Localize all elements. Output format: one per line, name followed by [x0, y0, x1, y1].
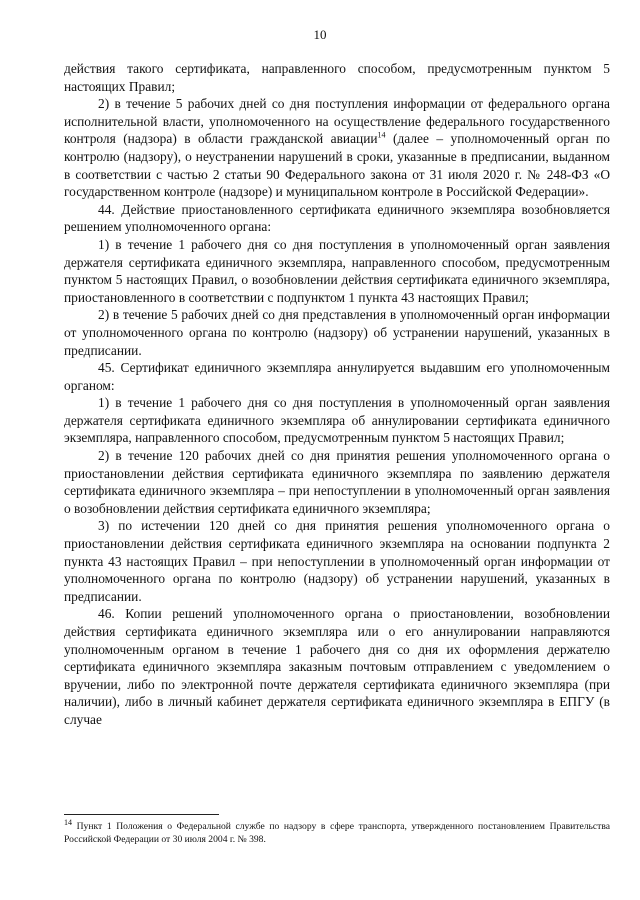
paragraph-text: 2) в течение 5 рабочих дней со дня поступления информации от федерального органа исполнительной власти, уполномоченного на осуществление федерального государственного контроля (надзора) в области гражданской авиации [64, 96, 610, 147]
paragraph-45 [64, 359, 610, 394]
footnote-marker: 14 [64, 817, 72, 827]
paragraph-text: 1) в течение 1 рабочего дня со дня поступления в уполномоченный орган заявления держателя сертификата единичного экземпляра об аннулировании сертификата единичного экземпляра, направленного способом, предусмотренным пунктом 5 настоящих Правил; [64, 395, 610, 446]
paragraph-45-1 [64, 394, 610, 447]
paragraph-45-2 [64, 447, 610, 517]
paragraph-44 [64, 201, 610, 236]
paragraph-text: действия такого сертификата, направленного способом, предусмотренным пунктом 5 настоящих Правил; [64, 61, 610, 94]
paragraph-text: 44. Действие приостановленного сертификата единичного экземпляра возобновляется решением уполномоченного органа: [64, 201, 610, 235]
paragraph-text: 3) по истечении 120 дней со дня принятия решения уполномоченного органа о приостановлении действия сертификата единичного экземпляра на основании подпункта 2 пункта 43 настоящих Правил – при непоступлении в уполномоченный орган информации от уполномоченного органа по контролю (надзору) об устранении нарушений, указанных в предписании. [64, 518, 610, 604]
page-number: 10 [313, 27, 327, 42]
paragraph-text-tail: (далее – уполномоченный орган по контролю (надзору), о неустранении нарушений в сроки, указанные в предписании, выданном в соответствии с частью 2 статьи 90 Федерального закона от 31 июля 2020 г. № 248-ФЗ «О государственном контроле (надзоре) и муниципальном контроле в Российской Федерации». [64, 131, 610, 200]
paragraph-text: 45. Сертификат единичного экземпляра аннулируется выдавшим его уполномоченным органом: [64, 360, 610, 393]
document-body [64, 60, 610, 729]
paragraph-text: 2) в течение 5 рабочих дней со дня представления в уполномоченный орган информации от уполномоченного органа по контролю (надзору) об устранении нарушений, указанных в предписании. [64, 307, 610, 358]
paragraph-text: 46. Копии решений уполномоченного органа о приостановлении, возобновлении действия сертификата единичного экземпляра или о его аннулировании направляются уполномоченным органом в течение 1 рабочего дня со дня их оформления держателю сертификата единичного экземпляра заказным почтовым отправлением с уведомлением о вручении, либо по электронной почте держателя сертификата единичного экземпляра (при наличии), либо в личный кабинет держателя сертификата единичного экземпляра в ЕПГУ (в случае [64, 606, 610, 727]
paragraph-45-3 [64, 517, 610, 605]
paragraph-43-2 [64, 95, 610, 201]
paragraph-text: 2) в течение 120 рабочих дней со дня принятия решения уполномоченного органа о приостановлении действия сертификата единичного экземпляра по заявлению держателя сертификата единичного экземпляра – при непоступлении в уполномоченный орган заявления о возобновлении действия сертификата единичного экземпляра; [64, 448, 610, 516]
footnote-separator [64, 814, 219, 815]
footnote [64, 817, 610, 846]
paragraph-text: 1) в течение 1 рабочего дня со дня поступления в уполномоченный орган заявления держателя сертификата единичного экземпляра, направленного способом, предусмотренным пунктом 5 настоящих Правил, о возобновлении действия сертификата единичного экземпляра, приостановленного в соответствии с подпунктом 1 пункта 43 настоящих Правил; [64, 236, 610, 305]
footnote-text: Пункт 1 Положения о Федеральной службе по надзору в сфере транспорта, утвержденного постановлением Правительства Российской Федерации от 30 июля 2004 г. № 398. [64, 821, 610, 845]
footnote-reference: 14 [377, 130, 386, 140]
paragraph-44-1 [64, 236, 610, 306]
paragraph-43-1-tail [64, 60, 610, 95]
paragraph-44-2 [64, 306, 610, 359]
paragraph-46 [64, 605, 610, 728]
